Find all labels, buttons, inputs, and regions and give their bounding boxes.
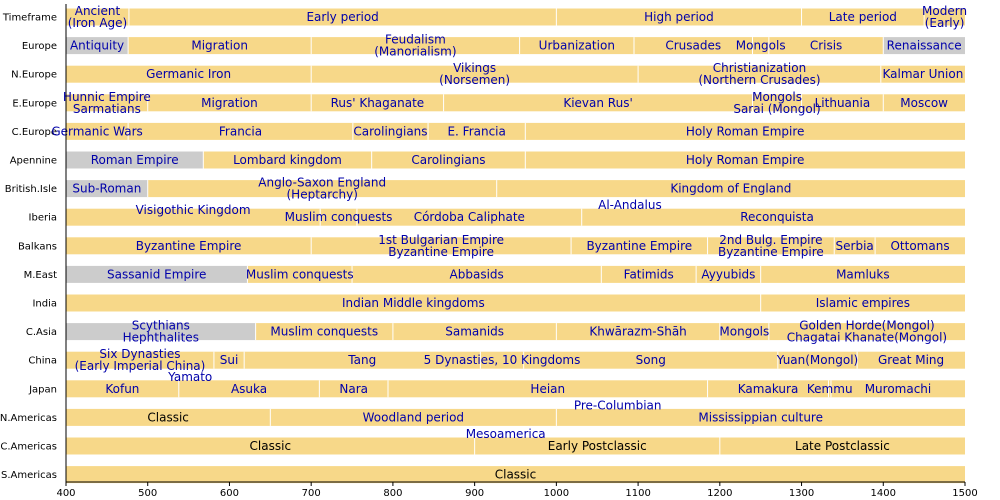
period-label: (Heptarchy) <box>286 187 358 202</box>
period-label: Ancient <box>74 4 121 18</box>
period-label: Muslim conquests <box>284 210 393 225</box>
period-label: Great Ming <box>877 353 945 368</box>
row-label: E.Europe <box>12 98 57 110</box>
timeline-row <box>32 295 965 312</box>
period-label: Mississippian culture <box>698 410 823 425</box>
period-label: Classic <box>494 467 537 482</box>
period-label: Urbanization <box>538 38 615 53</box>
period-label: Sui <box>219 353 239 368</box>
period-label: Crusades <box>665 38 722 53</box>
period-label: Kalmar Union <box>882 67 964 82</box>
period-label: Golden Horde(Mongol) <box>799 318 935 333</box>
period-label: E. Francia <box>447 124 506 139</box>
period-label: Chagatai Khanate(Mongol) <box>786 330 948 345</box>
period-label: Tang <box>348 353 377 368</box>
period-label: Feudalism <box>384 32 446 47</box>
x-tick-label: 700 <box>301 488 321 499</box>
period-label: Yamato <box>168 369 213 384</box>
period-label: Kemmu <box>806 381 853 396</box>
period-label: Late period <box>828 10 897 24</box>
row-label: C.Europe <box>11 126 57 138</box>
timeline-row <box>26 319 965 345</box>
x-tick-label: 1200 <box>707 488 733 499</box>
timeline-row <box>0 398 965 426</box>
period-label: Al-Andalus <box>598 198 662 213</box>
period-label: Indian Middle kingdoms <box>341 296 485 310</box>
period-label: Vikings <box>453 61 497 76</box>
x-tick-label: 900 <box>465 488 485 499</box>
period-label: Abbasids <box>449 267 504 282</box>
period-label: Byzantine Empire <box>388 244 494 259</box>
row-label: N.Americas <box>0 412 57 424</box>
period-label: (Manorialism) <box>374 44 457 59</box>
period-label: Germanic Wars <box>51 124 143 139</box>
period-label: Carolingians <box>411 153 486 167</box>
row-label: Europe <box>21 41 57 53</box>
row-label: China <box>28 355 57 367</box>
x-tick-label: 400 <box>56 488 76 499</box>
x-tick-label: 500 <box>138 488 158 499</box>
period-label: Early period <box>306 10 379 24</box>
period-label: Nara <box>339 381 368 396</box>
period-label: Kofun <box>105 381 140 396</box>
period-label: Sub-Roman <box>72 181 142 196</box>
timeline-row <box>29 198 965 226</box>
period-label: 1st Bulgarian Empire <box>378 232 505 247</box>
period-label: Classic <box>249 439 292 453</box>
period-label: (Early Imperial China) <box>74 359 206 374</box>
period-label: Six Dynasties <box>99 347 181 362</box>
timeline-row <box>5 176 965 202</box>
period-label: Ayyubids <box>701 267 756 282</box>
row-label: C.Asia <box>25 327 57 339</box>
period-label: Christianization <box>712 61 807 76</box>
period-label: Muslim conquests <box>245 267 354 282</box>
x-tick-label: 1300 <box>788 488 815 499</box>
period-label: Hunnic Empire <box>62 89 151 104</box>
period-label: Kievan Rus' <box>563 95 633 110</box>
period-label: Sarmatians <box>72 101 141 116</box>
x-tick-label: 800 <box>383 488 403 499</box>
x-tick-label: 1100 <box>625 488 651 499</box>
period-label: Classic <box>147 410 189 425</box>
row-label: Iberia <box>28 212 57 224</box>
timeline-row <box>11 61 965 87</box>
period-label: (Northern Crusades) <box>698 73 821 88</box>
row-label: S.Americas <box>1 470 57 482</box>
period-label: Serbia <box>835 238 874 253</box>
period-label: Samanids <box>445 324 505 339</box>
period-label: Mongols <box>719 324 770 339</box>
period-label: Woodland period <box>362 410 465 425</box>
period-label: Holy Roman Empire <box>685 124 805 139</box>
period-label: Francia <box>218 124 263 139</box>
period-label: Byzantine Empire <box>718 244 824 259</box>
period-label: Rus' Khaganate <box>330 95 425 110</box>
period-label: Moscow <box>900 95 948 110</box>
period-label: Carolingians <box>353 124 428 139</box>
period-label: Asuka <box>230 381 268 396</box>
period-label: Lombard kingdom <box>233 153 342 167</box>
period-label: Ottomans <box>890 238 950 253</box>
x-tick-label: 600 <box>219 488 240 499</box>
period-label: Germanic Iron <box>146 67 232 82</box>
timeline-row <box>12 90 965 116</box>
period-label: 2nd Bulg. Empire <box>719 232 823 247</box>
timeline-row <box>1 466 965 483</box>
row-label: Balkans <box>17 241 57 253</box>
period-label: Hephthalites <box>122 330 199 345</box>
period-label: Islamic empires <box>815 296 910 310</box>
x-tick-label: 1000 <box>543 488 570 499</box>
period-label: 5 Dynasties, 10 Kingdoms <box>423 353 581 368</box>
timeline-row <box>0 427 965 455</box>
period-label: Pre-Columbian <box>573 398 662 413</box>
row-label: N.Europe <box>11 69 57 81</box>
period-label: Mamluks <box>836 267 890 282</box>
period-label: (Iron Age) <box>67 16 128 30</box>
period-label: Yuan(Mongol) <box>776 353 859 368</box>
period-label: Song <box>635 353 666 368</box>
timeline-row <box>2 4 967 30</box>
period-label: Sassanid Empire <box>106 267 207 282</box>
period-label: Antiquity <box>69 38 125 53</box>
period-label: (Early) <box>924 16 965 30</box>
timeline-row <box>12 123 965 140</box>
period-label: Sarai (Mongol) <box>733 101 821 116</box>
period-label: Mongols <box>752 89 802 104</box>
row-label: M.East <box>23 269 57 281</box>
timeline-row <box>22 33 965 59</box>
period-label: Mongols <box>735 38 786 53</box>
period-label: Migration <box>201 95 258 110</box>
period-label: Crisis <box>809 38 843 53</box>
row-label: British.Isle <box>4 184 57 196</box>
timeline-row <box>10 152 965 169</box>
timeline-row <box>24 266 965 283</box>
period-label: Byzantine Empire <box>135 238 242 253</box>
period-label: Muromachi <box>864 381 932 396</box>
period-label: Modern <box>922 4 968 18</box>
x-tick-label: 1500 <box>952 488 978 499</box>
row-label: C.Americas <box>0 441 57 453</box>
row-label: India <box>32 298 57 310</box>
period-label: High period <box>644 10 714 24</box>
period-label: Byzantine Empire <box>586 238 693 253</box>
period-label: Migration <box>191 38 248 53</box>
period-label: Anglo-Saxon England <box>258 175 387 190</box>
period-label: Khwārazm-Shāh <box>589 324 687 339</box>
period-label: Renaissance <box>886 38 962 53</box>
rows-layer <box>0 4 967 483</box>
period-label: Córdoba Caliphate <box>413 210 525 225</box>
period-label: Holy Roman Empire <box>685 153 805 167</box>
timeline-row <box>28 370 965 398</box>
period-label: Visigothic Kingdom <box>135 203 251 218</box>
period-label: Lithuania <box>814 95 871 110</box>
period-label: Kamakura <box>737 381 799 396</box>
period-label: Reconquista <box>740 210 814 225</box>
period-label: Muslim conquests <box>270 324 379 339</box>
period-label: Early Postclassic <box>547 439 647 453</box>
timeline-row <box>18 233 965 259</box>
row-label: Timeframe <box>2 12 57 24</box>
period-label: Mesoamerica <box>465 427 546 441</box>
period-label: Scythians <box>131 318 190 333</box>
period-label: Roman Empire <box>90 153 179 167</box>
period-label: Heian <box>530 381 566 396</box>
period-label: Fatimids <box>623 267 674 282</box>
row-label: Apennine <box>9 155 57 167</box>
period-label: (Norsemen) <box>439 73 511 88</box>
row-label: Japan <box>29 384 57 396</box>
period-label: Kingdom of England <box>670 181 792 196</box>
x-tick-label: 1400 <box>870 488 896 499</box>
period-label: Late Postclassic <box>795 439 890 453</box>
